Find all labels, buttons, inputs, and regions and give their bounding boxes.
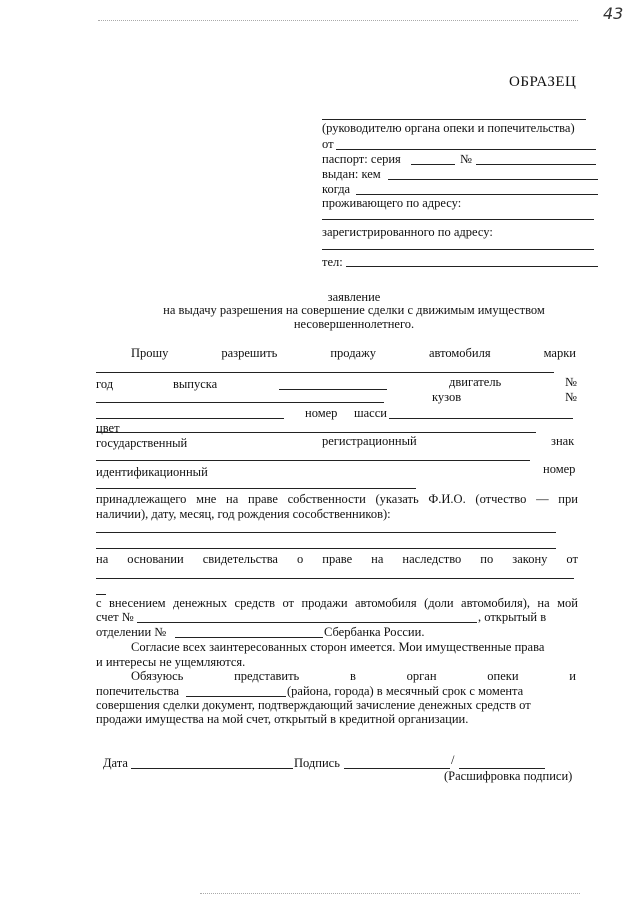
word: основании xyxy=(127,552,184,566)
identification-label: идентификационный xyxy=(96,465,208,479)
word: от xyxy=(566,552,578,566)
chassis-line xyxy=(389,418,573,419)
consent-line-2: и интересы не ущемляются. xyxy=(96,655,246,669)
engine-number-line xyxy=(96,402,384,403)
title-line2: на выдачу разрешения на совершение сделки с движимым имуществом xyxy=(163,303,545,317)
date-line xyxy=(131,768,293,769)
word: (указать xyxy=(375,492,419,506)
word: собственности xyxy=(287,492,366,506)
from-line xyxy=(336,149,596,150)
vin-label: номер xyxy=(543,462,576,476)
bottom-scan-edge xyxy=(200,893,580,894)
registered-label: зарегистрированного по адресу: xyxy=(322,225,493,239)
commitment-line-1: совершения сделки документ, подтверждающий зачисление денежных средств от xyxy=(96,698,531,712)
body-row-16 xyxy=(131,669,576,684)
inheritance-line xyxy=(96,578,574,579)
body-number-line xyxy=(96,418,284,419)
word: — xyxy=(536,492,549,506)
passport-number-sign: № xyxy=(460,152,472,166)
residing-address-line xyxy=(322,219,594,220)
issued-when-line xyxy=(356,194,598,195)
word: разрешить xyxy=(221,346,278,360)
engine-number-sign: № xyxy=(565,375,577,389)
issued-by-label: выдан: кем xyxy=(322,167,381,181)
body-row-10 xyxy=(96,552,578,567)
page-number: 43 xyxy=(603,4,624,23)
word: в xyxy=(350,669,356,683)
body-row-11 xyxy=(96,596,578,611)
phone-line xyxy=(346,266,598,267)
decoding-label: (Расшифровка подписи) xyxy=(444,769,573,783)
co-owners-line-1 xyxy=(96,532,556,533)
word: мне xyxy=(196,492,217,506)
district-line xyxy=(186,696,286,697)
signature-slash: / xyxy=(451,753,455,767)
date-label: Дата xyxy=(103,756,128,770)
word: и xyxy=(569,669,576,683)
plate-label: знак xyxy=(551,434,575,448)
word: Обязуюсь xyxy=(131,669,184,683)
top-scan-edge xyxy=(98,20,578,21)
word: с xyxy=(96,596,102,610)
account-line xyxy=(137,622,477,623)
title-line1: заявление xyxy=(327,290,381,304)
word: денежных xyxy=(172,596,228,610)
plate-line xyxy=(96,460,530,461)
body-number-sign: № xyxy=(565,390,577,404)
word: по xyxy=(480,552,494,566)
word: средств xyxy=(234,596,276,610)
release-label: выпуска xyxy=(173,377,218,391)
word: внесением xyxy=(109,596,166,610)
recipient-label: (руководителю органа опеки и попечительства) xyxy=(322,121,575,135)
inheritance-short-line xyxy=(96,594,106,595)
registration-label: регистрационный xyxy=(322,434,417,448)
word: (отчество xyxy=(475,492,527,506)
body-row-8 xyxy=(96,492,578,507)
vin-line xyxy=(96,488,416,489)
word: продажу xyxy=(330,346,376,360)
signature-line xyxy=(344,768,450,769)
account-label: счет № xyxy=(96,610,134,624)
signature-label: Подпись xyxy=(294,756,340,770)
word: наследство xyxy=(402,552,462,566)
word: продажи xyxy=(301,596,348,610)
passport-number-line xyxy=(476,164,596,165)
word: автомобиля), xyxy=(461,596,530,610)
word: на xyxy=(96,552,109,566)
issued-when-label: когда xyxy=(322,182,351,196)
word: от xyxy=(282,596,295,610)
chassis-label: шасси xyxy=(354,406,387,420)
registered-address-line xyxy=(322,249,594,250)
word: принадлежащего xyxy=(96,492,187,506)
word: Прошу xyxy=(131,346,169,360)
word: Ф.И.О. xyxy=(428,492,466,506)
co-owners-line-2 xyxy=(96,548,556,549)
word: представить xyxy=(234,669,300,683)
year-label: год xyxy=(96,377,114,391)
word: опеки xyxy=(487,669,519,683)
opened-in-label: , открытый в xyxy=(478,610,547,624)
word: (доли xyxy=(424,596,454,610)
word: праве xyxy=(322,552,353,566)
phone-label: тел: xyxy=(322,255,343,269)
number-label: номер xyxy=(305,406,338,420)
word: праве xyxy=(248,492,278,506)
word: на xyxy=(371,552,384,566)
word: на xyxy=(226,492,239,506)
word: свидетельства xyxy=(202,552,278,566)
commitment-line-2: продажи имущества на мой счет, открытый в кредитной организации. xyxy=(96,712,469,726)
color-label: цвет xyxy=(96,421,120,435)
word: на xyxy=(537,596,550,610)
word: при xyxy=(558,492,578,506)
passport-series-line xyxy=(411,164,455,165)
issued-by-line xyxy=(388,179,598,180)
branch-label: отделении № xyxy=(96,625,167,639)
consent-line-1: Согласие всех заинтересованных сторон имеется. Мои имущественные права xyxy=(131,640,545,654)
word: о xyxy=(297,552,304,566)
sample-stamp: ОБРАЗЕЦ xyxy=(509,74,577,90)
brand-line xyxy=(96,372,554,373)
recipient-line xyxy=(322,119,586,120)
year-line xyxy=(279,389,387,390)
district-text: (района, города) в месячный срок с момента xyxy=(287,684,524,698)
body-row-1 xyxy=(131,346,576,361)
word: автомобиля xyxy=(354,596,417,610)
residing-label: проживающего по адресу: xyxy=(322,196,462,210)
state-label: государственный xyxy=(96,436,188,450)
color-line xyxy=(96,432,536,433)
word: закону xyxy=(512,552,548,566)
sberbank-label: Сбербанка России. xyxy=(324,625,425,639)
from-label: от xyxy=(322,137,334,151)
body-label: кузов xyxy=(432,390,462,404)
word: мой xyxy=(557,596,578,610)
title-line3: несовершеннолетнего. xyxy=(293,317,415,331)
passport-series-label: паспорт: серия xyxy=(322,152,401,166)
word: орган xyxy=(406,669,437,683)
guardianship-label: попечительства xyxy=(96,684,180,698)
engine-label: двигатель xyxy=(449,375,502,389)
word: автомобиля xyxy=(428,346,491,360)
body-row-9: наличии), дату, месяц, год рождения сособственников): xyxy=(96,507,391,521)
word: марки xyxy=(543,346,576,360)
branch-line xyxy=(175,637,323,638)
